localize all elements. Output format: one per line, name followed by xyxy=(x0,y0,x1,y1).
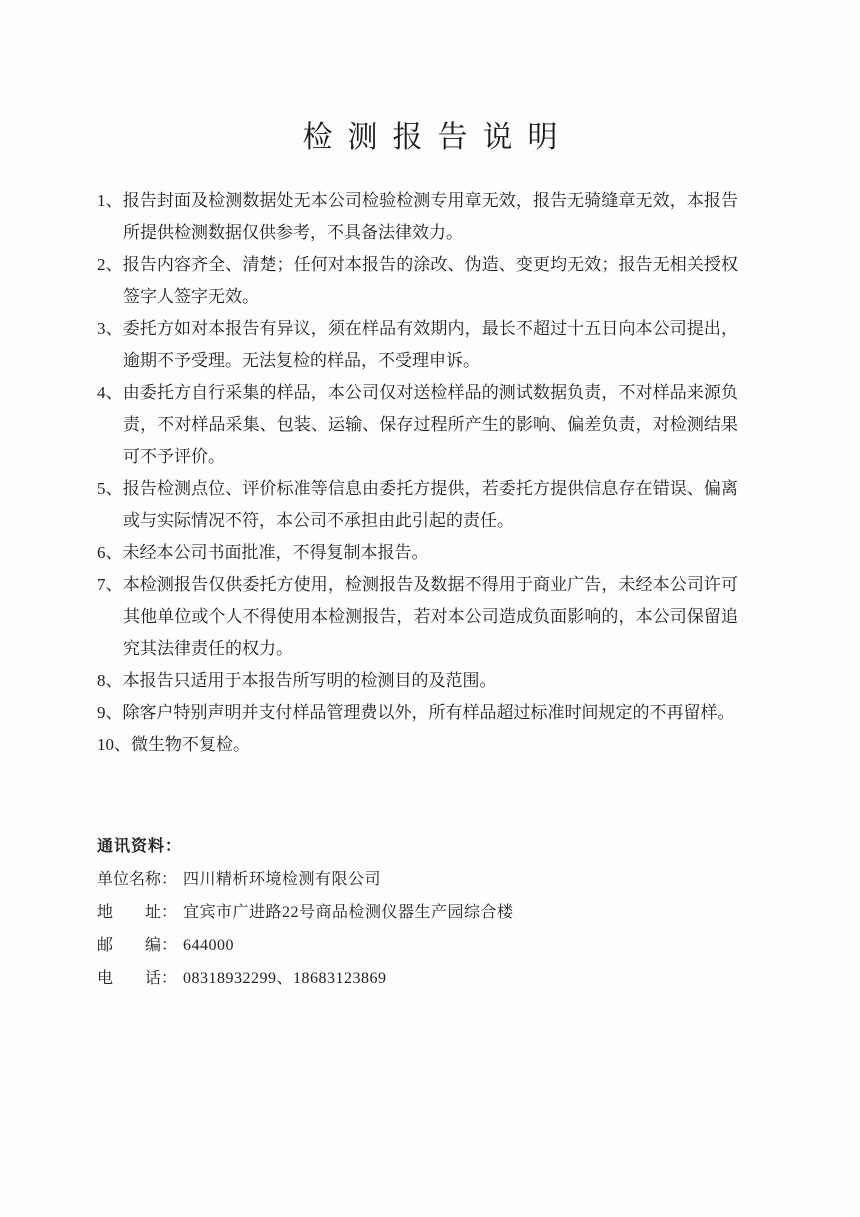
contact-value: 644000 xyxy=(183,937,234,954)
note-text: 微生物不复检。 xyxy=(131,735,250,754)
contact-heading: 通讯资料： xyxy=(97,838,183,855)
note-number: 9、 xyxy=(97,703,123,722)
contact-section xyxy=(97,830,738,995)
note-item xyxy=(97,537,738,569)
note-number: 4、 xyxy=(97,383,123,402)
contact-rows xyxy=(97,863,738,995)
note-item xyxy=(97,569,738,665)
contact-row xyxy=(97,896,738,929)
contact-row xyxy=(97,929,738,962)
note-item xyxy=(97,249,738,313)
contact-value: 四川精析环境检测有限公司 xyxy=(183,871,382,888)
contact-label: 地 址： xyxy=(97,904,178,921)
contact-label: 单位名称： xyxy=(97,871,178,888)
note-item xyxy=(97,665,738,697)
note-text: 未经本公司书面批准，不得复制本报告。 xyxy=(122,543,429,562)
contact-value: 宜宾市广进路22号商品检测仪器生产园综合楼 xyxy=(183,904,514,921)
note-number: 10、 xyxy=(97,735,131,754)
note-number: 8、 xyxy=(97,671,123,690)
contact-row xyxy=(97,863,738,896)
note-number: 1、 xyxy=(97,191,123,210)
note-text: 报告封面及检测数据处无本公司检验检测专用章无效，报告无骑缝章无效，本报告所提供检测数据仅供参考，不具备法律效力。 xyxy=(122,191,739,242)
note-item xyxy=(97,697,738,729)
contact-row xyxy=(97,962,738,995)
note-item xyxy=(97,377,738,473)
note-item xyxy=(97,313,738,377)
note-text: 由委托方自行采集的样品，本公司仅对送检样品的测试数据负责，不对样品来源负责，不对样品采集、包装、运输、保存过程所产生的影响、偏差负责，对检测结果可不予评价。 xyxy=(122,383,739,466)
note-text: 本报告只适用于本报告所写明的检测目的及范围。 xyxy=(122,671,497,690)
note-text: 本检测报告仅供委托方使用，检测报告及数据不得用于商业广告，未经本公司许可其他单位或个人不得使用本检测报告，若对本公司造成负面影响的，本公司保留追究其法律责任的权力。 xyxy=(122,575,739,658)
note-item xyxy=(97,729,738,761)
note-number: 6、 xyxy=(97,543,123,562)
note-number: 5、 xyxy=(97,479,123,498)
note-number: 7、 xyxy=(97,575,123,594)
note-number: 3、 xyxy=(97,319,123,338)
note-number: 2、 xyxy=(97,255,123,274)
page-title: 检测报告说明 xyxy=(302,121,573,154)
notes-list xyxy=(97,185,738,761)
note-text: 除客户特别声明并支付样品管理费以外，所有样品超过标准时间规定的不再留样。 xyxy=(122,703,735,722)
note-text: 委托方如对本报告有异议，须在样品有效期内，最长不超过十五日向本公司提出，逾期不予受理。无法复检的样品，不受理申诉。 xyxy=(122,319,739,370)
note-text: 报告内容齐全、清楚；任何对本报告的涂改、伪造、变更均无效；报告无相关授权签字人签字无效。 xyxy=(122,255,739,306)
contact-label: 邮 编： xyxy=(97,937,178,954)
contact-label: 电 话： xyxy=(97,970,178,987)
note-item xyxy=(97,473,738,537)
note-text: 报告检测点位、评价标准等信息由委托方提供，若委托方提供信息存在错误、偏离或与实际情况不符，本公司不承担由此引起的责任。 xyxy=(122,479,739,530)
contact-value: 08318932299、18683123869 xyxy=(183,970,387,987)
note-item xyxy=(97,185,738,249)
